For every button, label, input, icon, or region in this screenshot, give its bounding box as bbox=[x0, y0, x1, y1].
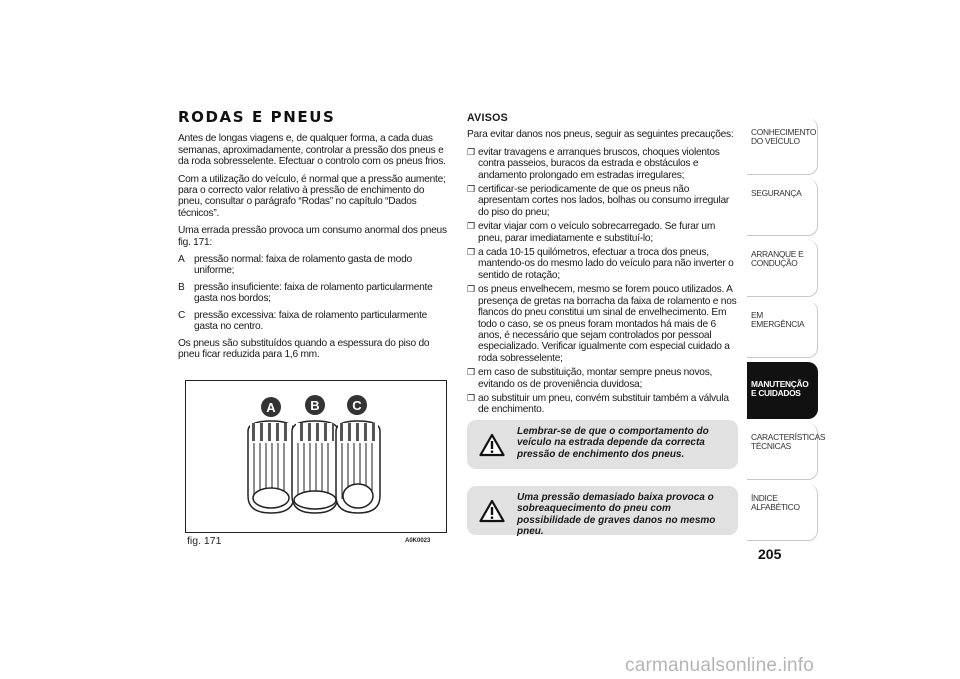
checkbox-bullet-icon: ❒ bbox=[467, 221, 475, 232]
warning-triangle-icon bbox=[479, 433, 505, 457]
section-title: RODAS E PNEUS bbox=[178, 108, 336, 126]
item-letter: C bbox=[178, 309, 186, 321]
list-item-text: ao substituir um pneu, convém substituir também a válvula de enchimento. bbox=[478, 392, 729, 416]
chapter-tabs bbox=[747, 118, 826, 545]
checkbox-bullet-icon: ❒ bbox=[467, 247, 475, 258]
warning-triangle-icon bbox=[479, 499, 505, 523]
paragraph: Antes de longas viagens e, de qualquer forma, a cada duas semanas, aproximadamente, controlar a pressão dos pneus e da roda sobresselente. Efectuar o controlo com os pneus frios. bbox=[178, 133, 446, 168]
checkbox-bullet-icon: ❒ bbox=[467, 284, 475, 295]
lettered-item-b bbox=[178, 282, 450, 305]
figure-caption: fig. 171 bbox=[187, 535, 222, 547]
paragraph: Com a utilização do veículo, é normal que a pressão aumente; para o correcto valor relativo à pressão de enchimento do pneu, consultar o parágrafo “Rodas” no capítulo “Dados técnicos”. bbox=[178, 173, 446, 219]
paragraph: Os pneus são substituídos quando a espessura do piso do pneu ficar reduzida para 1,6 mm. bbox=[178, 337, 430, 360]
list-item-text: a cada 10-15 quilómetros, efectuar a troca dos pneus, mantendo-os do mesmo lado do veículo para não inverter o sentido de rotação; bbox=[478, 247, 734, 281]
watermark: carmanualsonline.info bbox=[625, 655, 815, 676]
warnings-heading: AVISOS bbox=[467, 112, 509, 124]
label-c: C bbox=[352, 398, 362, 413]
lettered-item-a bbox=[178, 254, 450, 277]
warning-text: Lembrar-se de que o comportamento do veículo na estrada depende da correcta pressão de enchimento dos pneus. bbox=[517, 426, 709, 460]
list-item bbox=[467, 393, 739, 416]
figure-code: A0K0023 bbox=[405, 538, 431, 544]
list-item-text: evitar travagens e arranques bruscos, choques violentos contra passeios, buracos da estrada e obstáculos e andamento prolongado em estradas irregulares; bbox=[478, 146, 720, 181]
checkbox-bullet-icon: ❒ bbox=[467, 184, 475, 195]
tab-seguranca[interactable]: SEGURANÇA bbox=[747, 179, 818, 236]
warning-box bbox=[467, 420, 738, 469]
list-item-text: os pneus envelhecem, mesmo se forem pouco utilizados. A presença de gretas na borracha da faixa de rolamento e nos flancos do pneu constitui um sinal de envelhecimento. Em todo o caso, se os pneus foram montados há mais de 6 anos, é necessário que sejam controlados por pessoal especializado. Verificar igualmente com especial cuidado a roda sobresselente; bbox=[478, 284, 737, 364]
tire-a bbox=[248, 421, 294, 513]
warning-text: Uma pressão demasiado baixa provoca o sobreaquecimento do pneu com possibilidade de graves danos no mesmo pneu. bbox=[517, 492, 716, 538]
checkbox-bullet-icon: ❒ bbox=[467, 367, 475, 378]
checkbox-bullet-icon: ❒ bbox=[467, 392, 475, 403]
item-text: pressão excessiva: faixa de rolamento particularmente gasta no centro. bbox=[194, 309, 428, 333]
list-item bbox=[467, 284, 739, 364]
item-text: pressão insuficiente: faixa de rolamento particularmente gasta nos bordos; bbox=[194, 281, 433, 305]
item-letter: B bbox=[178, 281, 185, 293]
tab-arranque[interactable]: ARRANQUE E CONDUÇÃO bbox=[747, 240, 818, 297]
list-item bbox=[467, 247, 739, 281]
list-item-text: evitar viajar com o veículo sobrecarregado. Se furar um pneu, parar imediatamente e substituí-lo; bbox=[478, 221, 716, 244]
checkbox-bullet-icon: ❒ bbox=[467, 146, 475, 157]
tire-b bbox=[292, 421, 338, 513]
item-letter: A bbox=[178, 254, 185, 266]
list-item bbox=[467, 221, 739, 244]
list-item-text: certificar-se periodicamente de que os pneus não apresentam cortes nos lados, bolhas ou consumo irregular do piso do pneu; bbox=[478, 184, 730, 218]
tab-manutencao[interactable]: MANUTENÇÃO E CUIDADOS bbox=[747, 362, 818, 419]
right-column bbox=[467, 113, 739, 419]
left-column bbox=[178, 108, 450, 366]
list-item bbox=[467, 147, 739, 181]
list-item-text: em caso de substituição, montar sempre pneus novos, evitando os de proveniência duvidosa; bbox=[478, 367, 713, 390]
item-text: pressão normal: faixa de rolamento gasta de modo uniforme; bbox=[194, 254, 412, 277]
label-b: B bbox=[310, 398, 320, 413]
tab-caracteristicas[interactable]: CARACTERÍSTICAS TÉCNICAS bbox=[747, 423, 818, 480]
list-item bbox=[467, 184, 739, 218]
tire-wear-figure bbox=[185, 380, 447, 533]
tire-illustration bbox=[186, 381, 446, 532]
list-item bbox=[467, 367, 739, 390]
tire-c bbox=[336, 421, 380, 513]
tab-conhecimento[interactable]: CONHECIMENTO DO VEÍCULO bbox=[747, 118, 818, 175]
tab-indice[interactable]: ÍNDICE ALFABÉTICO bbox=[747, 484, 818, 541]
page-number: 205 bbox=[758, 546, 782, 562]
lettered-item-c bbox=[178, 310, 450, 333]
intro-paragraph: Para evitar danos nos pneus, seguir as seguintes precauções: bbox=[467, 129, 734, 141]
tab-emergencia[interactable]: EM EMERGÊNCIA bbox=[747, 301, 818, 358]
label-a: A bbox=[266, 400, 276, 415]
warning-box bbox=[467, 486, 738, 538]
paragraph: Uma errada pressão provoca um consumo anormal dos pneus fig. 171: bbox=[178, 225, 447, 248]
